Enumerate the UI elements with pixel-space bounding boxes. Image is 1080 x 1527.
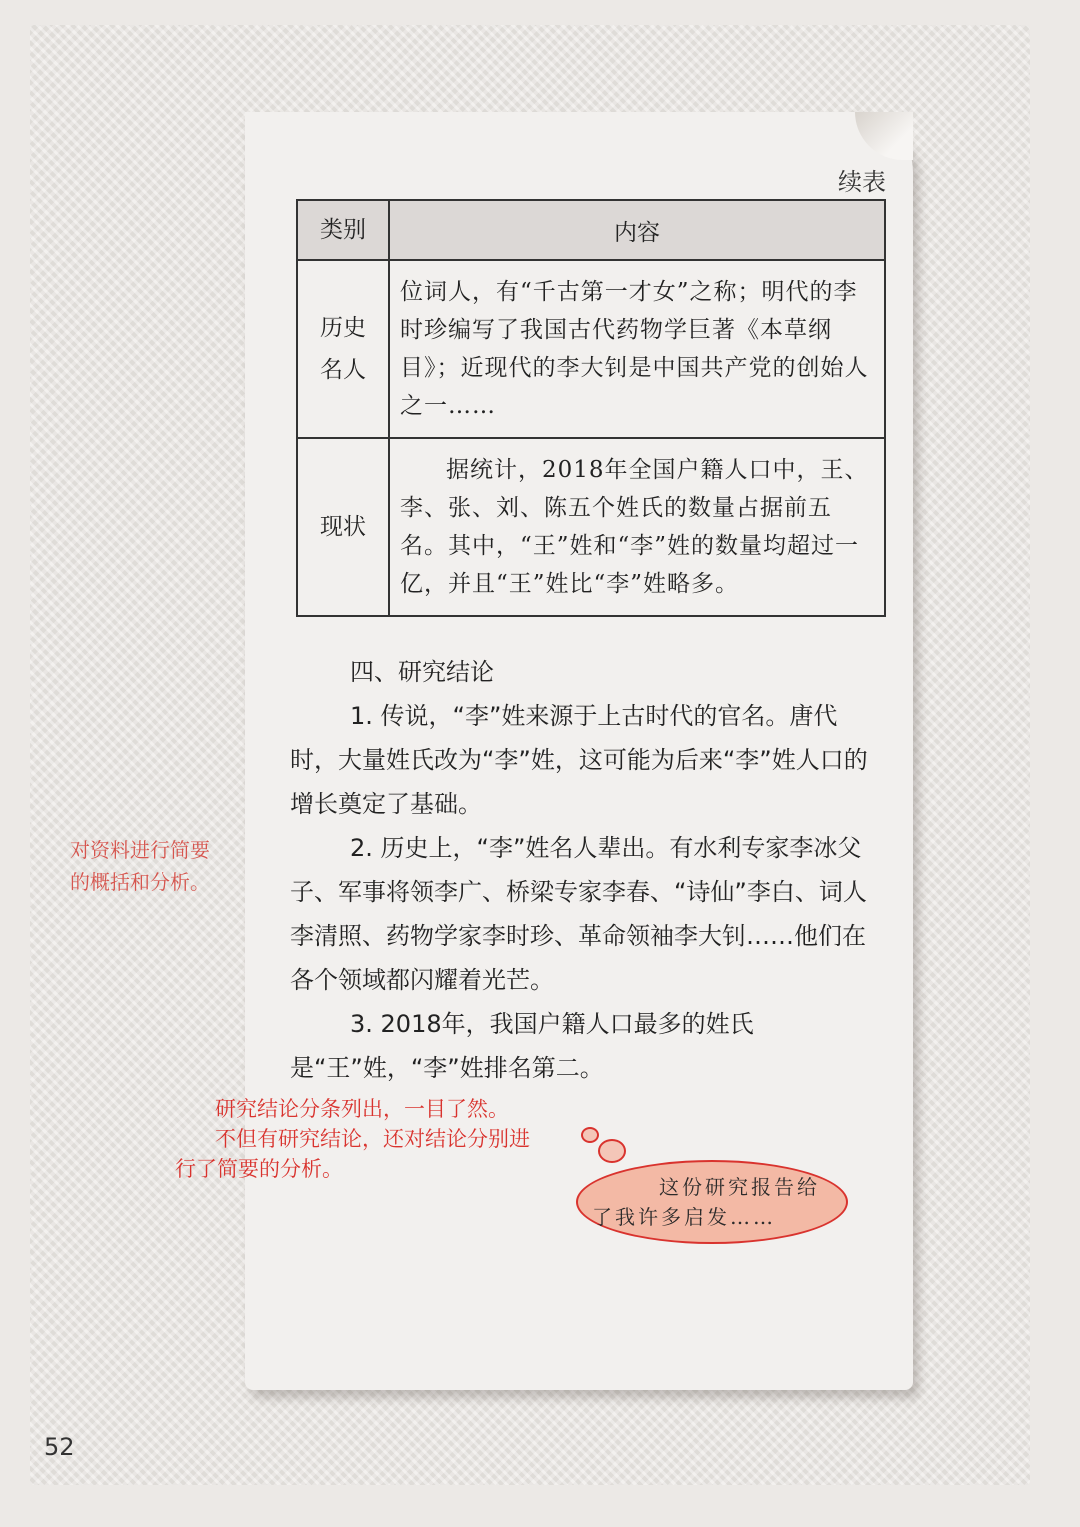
table-row xyxy=(297,260,885,438)
conclusion-item: 1. 传说，“李”姓来源于上古时代的官名。唐代时，大量姓氏改为“李”姓，这可能为后来“李”姓人口的增长奠定了基础。 xyxy=(290,702,868,818)
table-header-row xyxy=(297,200,885,260)
continued-table-label: 续表 xyxy=(838,168,886,196)
conclusions-heading xyxy=(290,650,882,694)
red-comment-line: 研究结论分条列出，一目了然。 xyxy=(215,1097,509,1121)
category-line: 名人 xyxy=(320,357,366,383)
section-heading: 四、研究结论 xyxy=(350,658,494,686)
table-header-content: 内容 xyxy=(389,200,885,260)
table-row xyxy=(297,438,885,616)
thought-bubble-dot xyxy=(581,1127,599,1143)
table-cell-content: 据统计，2018年全国户籍人口中，王、李、张、刘、陈五个姓氏的数量占据前五名。其中，“王”姓和“李”姓的数量均超过一亿，并且“王”姓比“李”姓略多。 xyxy=(389,438,885,616)
red-comment xyxy=(175,1094,585,1184)
report-table xyxy=(296,199,886,617)
table-cell-category xyxy=(297,260,389,438)
red-comment-line: 不但有研究结论，还对结论分别进 xyxy=(215,1127,530,1151)
margin-note: 对资料进行简要的概括和分析。 xyxy=(70,838,210,894)
red-comment-line: 行了简要的分析。 xyxy=(175,1157,343,1181)
conclusions-body xyxy=(290,694,882,1090)
bubble-line: 这份研究报告给 xyxy=(659,1175,820,1199)
thought-bubble-dot xyxy=(598,1139,626,1163)
category-line: 历史 xyxy=(320,315,366,341)
conclusion-item: 2. 历史上，“李”姓名人辈出。有水利专家李冰父子、军事将领李广、桥梁专家李春、“诗仙”李白、词人李清照、药物学家李时珍、革命领袖李大钊……他们在各个领域都闪耀着光芒。 xyxy=(290,834,867,994)
table-cell-category: 现状 xyxy=(297,438,389,616)
thought-bubble xyxy=(576,1160,848,1244)
bubble-line: 了我许多启发…… xyxy=(592,1205,776,1229)
table-header-category: 类别 xyxy=(297,200,389,260)
conclusion-item: 3. 2018年，我国户籍人口最多的姓氏是“王”姓，“李”姓排名第二。 xyxy=(290,1010,754,1082)
page-number: 52 xyxy=(44,1433,75,1461)
table-cell-content: 位词人，有“千古第一才女”之称；明代的李时珍编写了我国古代药物学巨著《本草纲目》；近现代的李大钊是中国共产党的创始人之一…… xyxy=(389,260,885,438)
